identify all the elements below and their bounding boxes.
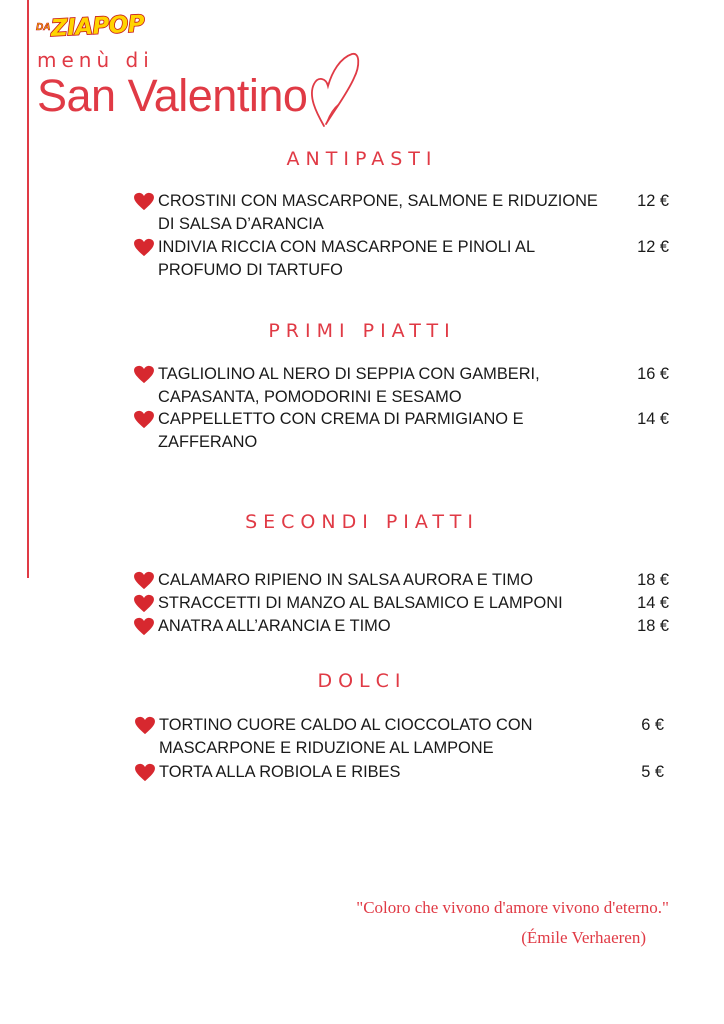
menu-item [134, 714, 668, 762]
section-title-antipasti: ANTIPASTI [286, 148, 438, 170]
heart-icon [134, 716, 156, 735]
section-title-dolci: DOLCI [317, 670, 407, 692]
menu-item [133, 615, 673, 663]
item-price: 5 € [641, 763, 664, 781]
menu-subtitle: menù di [37, 48, 154, 72]
quote-author: (Émile Verhaeren) [521, 928, 646, 947]
item-price: 14 € [637, 594, 669, 612]
item-price: 14 € [637, 410, 669, 428]
item-price: 16 € [637, 365, 669, 383]
item-price: 18 € [637, 617, 669, 635]
heart-icon [133, 192, 155, 211]
item-price: 6 € [641, 716, 664, 734]
item-price: 18 € [637, 571, 669, 589]
heart-icon [133, 365, 155, 384]
quote-text: "Coloro che vivono d'amore vivono d'eterno." [356, 898, 669, 917]
page-title: San Valentino [37, 70, 308, 121]
left-divider-line [27, 0, 29, 578]
item-name: TORTA ALLA ROBIOLA E RIBES [159, 763, 401, 781]
brand-logo [36, 11, 170, 48]
menu-item [133, 408, 673, 456]
item-price: 12 € [637, 238, 669, 256]
item-price: 12 € [637, 192, 669, 210]
menu-item [134, 761, 668, 809]
heart-icon [133, 617, 155, 636]
item-name: CROSTINI CON MASCARPONE, SALMONE E RIDUZIONE DI SALSA D’ARANCIA [158, 192, 598, 233]
item-name: INDIVIA RICCIA CON MASCARPONE E PINOLI AL PROFUMO DI TARTUFO [158, 238, 535, 279]
section-title-secondi-piatti: SECONDI PIATTI [245, 511, 479, 533]
menu-item [133, 190, 673, 238]
item-name: ANATRA ALL’ARANCIA E TIMO [158, 617, 391, 635]
section-title-primi-piatti: PRIMI PIATTI [268, 320, 456, 342]
item-name: STRACCETTI DI MANZO AL BALSAMICO E LAMPONI [158, 594, 563, 612]
heart-icon [133, 238, 155, 257]
logo-wordmark: ZIAPOP [50, 11, 145, 42]
item-name: CALAMARO RIPIENO IN SALSA AURORA E TIMO [158, 571, 533, 589]
menu-item [133, 236, 673, 284]
logo-prefix: DA [36, 22, 51, 33]
item-name: CAPPELLETTO CON CREMA DI PARMIGIANO E ZAFFERANO [158, 410, 524, 451]
heart-icon [133, 571, 155, 590]
menu-item [133, 363, 673, 411]
hand-drawn-heart-icon [306, 52, 362, 130]
item-name: TAGLIOLINO AL NERO DI SEPPIA CON GAMBERI, CAPASANTA, POMODORINI E SESAMO [158, 365, 540, 406]
heart-icon [133, 594, 155, 613]
heart-icon [133, 410, 155, 429]
item-name: TORTINO CUORE CALDO AL CIOCCOLATO CON MASCARPONE E RIDUZIONE AL LAMPONE [159, 716, 533, 757]
heart-icon [134, 763, 156, 782]
